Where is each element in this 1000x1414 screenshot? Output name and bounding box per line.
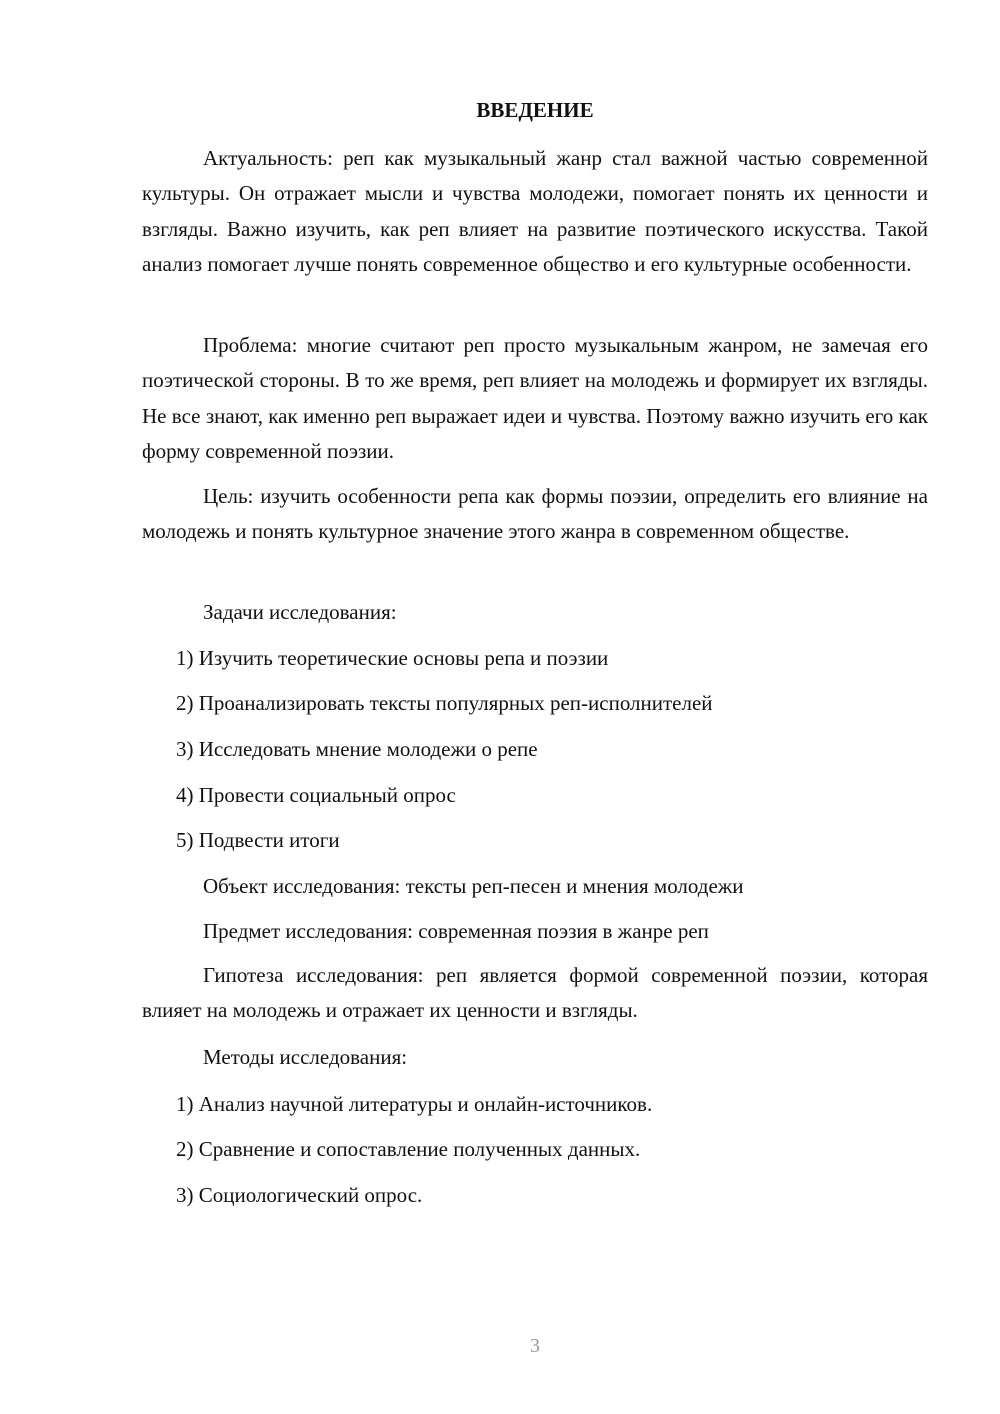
- tasks-label: Задачи исследования:: [203, 600, 397, 624]
- method-item-2: 2) Сравнение и сопоставление полученных данных.: [176, 1137, 641, 1161]
- method-item-1: 1) Анализ научной литературы и онлайн-источников.: [176, 1092, 653, 1116]
- task-item-2: 2) Проанализировать тексты популярных реп-исполнителей: [176, 691, 713, 715]
- hypothesis-paragraph: Гипотеза исследования: реп является формой современной поэзии, которая влияет на молодежь и отражает их ценности и взгляды.: [142, 963, 928, 1023]
- task-item-4: 4) Провести социальный опрос: [176, 783, 456, 807]
- page-number: 3: [530, 1335, 540, 1357]
- relevance-paragraph: Актуальность: реп как музыкальный жанр стал важной частью современной культуры. Он отражает мысли и чувства молодежи, помогает понять их ценности и взгляды. Важно изучить, как реп влияет на развитие поэтического искусства. Такой анализ помогает лучше понять современное общество и его культурные особенности.: [142, 146, 928, 276]
- section-title: ВВЕДЕНИЕ: [476, 98, 594, 122]
- problem-paragraph: Проблема: многие считают реп просто музыкальным жанром, не замечая его поэтической стороны. В то же время, реп влияет на молодежь и формирует их взгляды. Не все знают, как именно реп выражает идеи и чувства. Поэтому важно изучить его как форму современной поэзии.: [142, 333, 928, 463]
- task-item-5: 5) Подвести итоги: [176, 828, 340, 852]
- method-item-3: 3) Социологический опрос.: [176, 1183, 423, 1207]
- goal-paragraph: Цель: изучить особенности репа как формы поэзии, определить его влияние на молодежь и понять культурное значение этого жанра в современном обществе.: [142, 484, 928, 544]
- task-item-1: 1) Изучить теоретические основы репа и поэзии: [176, 646, 609, 670]
- task-item-3: 3) Исследовать мнение молодежи о репе: [176, 737, 538, 761]
- methods-label: Методы исследования:: [203, 1045, 408, 1069]
- object-line: Объект исследования: тексты реп-песен и мнения молодежи: [203, 874, 744, 898]
- subject-line: Предмет исследования: современная поэзия в жанре реп: [203, 919, 709, 943]
